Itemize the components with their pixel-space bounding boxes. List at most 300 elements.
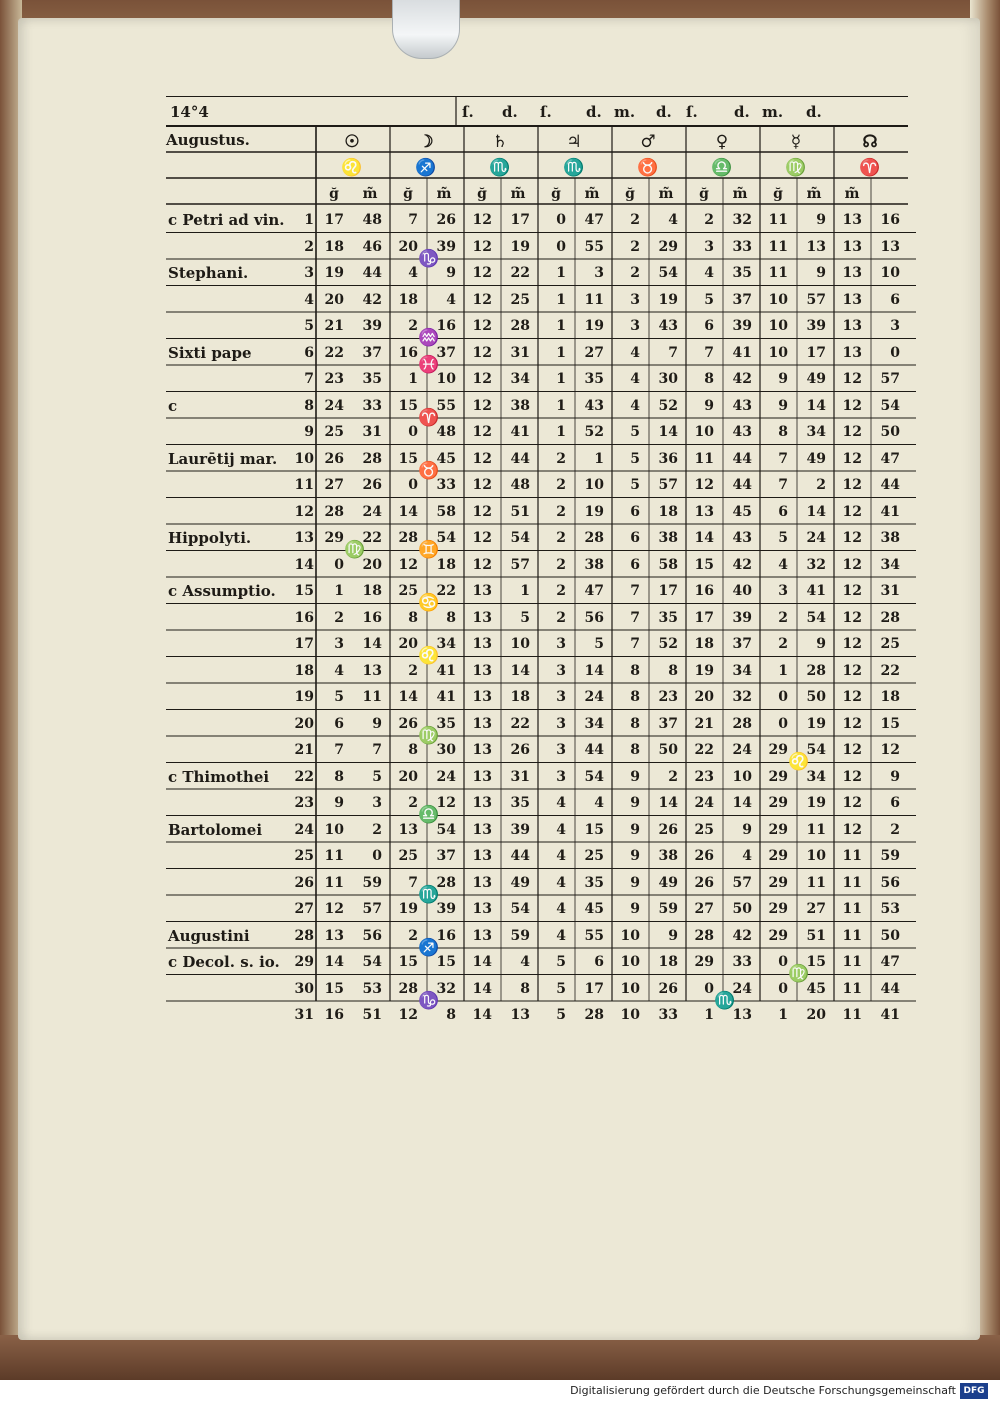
table-cell: 23 <box>658 689 678 705</box>
table-cell: 29 <box>768 742 788 758</box>
table-cell: 39 <box>362 318 382 334</box>
header-unit: d. <box>586 103 602 121</box>
table-cell: 3 <box>890 318 900 334</box>
table-cell: 13 <box>842 212 862 228</box>
table-cell: 45 <box>584 901 604 917</box>
table-cell: 13 <box>472 609 492 626</box>
table-cell: 14 <box>398 689 418 705</box>
table-cell: 52 <box>658 636 678 652</box>
table-cell: 41 <box>732 344 752 361</box>
table-cell: 8 <box>408 609 418 626</box>
table-cell: 51 <box>362 1007 382 1023</box>
table-cell: 20 <box>398 636 418 652</box>
table-cell: 42 <box>732 927 752 944</box>
table-cell: 4 <box>742 848 752 864</box>
table-cell: 9 <box>630 848 640 864</box>
table-cell: 2 <box>704 212 714 228</box>
table-cell: 13 <box>472 848 492 864</box>
table-cell: 6 <box>594 954 604 970</box>
table-cell: 11 <box>694 450 714 467</box>
table-cell: 11 <box>842 874 862 891</box>
table-cell: 0 <box>704 980 714 997</box>
table-cell: 33 <box>362 397 382 414</box>
table-cell: 56 <box>880 874 900 891</box>
feast-label: c Assumptio. <box>168 582 276 600</box>
subheader-8: ğ <box>625 186 635 202</box>
table-cell: 12 <box>842 636 862 652</box>
table-cell: 26 <box>658 821 678 838</box>
table-cell: 37 <box>436 344 456 361</box>
table-cell: 49 <box>658 874 678 891</box>
table-cell: 8 <box>630 662 640 679</box>
table-cell: 8 <box>446 1007 456 1023</box>
table-cell: 6 <box>630 556 640 573</box>
table-cell: 12 <box>842 371 862 387</box>
table-cell: 41 <box>510 424 530 440</box>
table-cell: 34 <box>732 662 752 679</box>
table-cell: 1 <box>408 371 418 387</box>
table-cell: 18 <box>658 503 678 520</box>
day-number: 31 <box>294 1007 314 1023</box>
table-cell: 32 <box>732 689 752 705</box>
table-cell: 20 <box>398 768 418 785</box>
table-cell: 1 <box>704 1007 714 1023</box>
table-cell: 41 <box>436 662 456 679</box>
table-cell: 44 <box>362 265 382 281</box>
day-number: 2 <box>304 238 314 255</box>
table-cell: 26 <box>658 980 678 997</box>
table-cell: 26 <box>398 715 418 732</box>
table-cell: 26 <box>694 848 714 864</box>
table-cell: 44 <box>510 450 530 467</box>
day-number: 25 <box>294 848 314 864</box>
table-cell: 38 <box>658 530 678 546</box>
table-cell: 19 <box>658 291 678 308</box>
table-cell: 22 <box>436 583 456 599</box>
day-number: 23 <box>294 795 314 811</box>
table-cell: 39 <box>510 821 530 838</box>
table-cell: 33 <box>436 477 456 493</box>
table-cell: 12 <box>472 477 492 493</box>
table-cell: 49 <box>806 371 826 387</box>
table-cell: 52 <box>584 424 604 440</box>
table-cell: 37 <box>658 715 678 732</box>
table-cell: 23 <box>324 371 344 387</box>
table-cell: 18 <box>694 636 714 652</box>
day-number: 24 <box>294 821 314 838</box>
table-cell: 59 <box>880 848 900 864</box>
table-cell: 41 <box>436 689 456 705</box>
table-cell: 31 <box>880 583 900 599</box>
table-cell: 7 <box>408 874 418 891</box>
table-cell: 43 <box>732 530 752 546</box>
table-cell: 33 <box>658 1007 678 1023</box>
table-cell: 7 <box>372 742 382 758</box>
table-cell: 1 <box>556 265 566 281</box>
table-cell: 16 <box>880 212 900 228</box>
table-cell: 12 <box>842 477 862 493</box>
table-cell: 2 <box>556 556 566 573</box>
table-cell: 16 <box>398 344 418 361</box>
table-cell: 13 <box>472 689 492 705</box>
table-cell: 16 <box>324 1007 344 1023</box>
sign-change-marker: ♍ <box>418 725 440 746</box>
table-cell: 9 <box>778 371 788 387</box>
table-cell: 9 <box>334 795 344 811</box>
day-number: 5 <box>304 318 314 334</box>
table-cell: 15 <box>584 821 604 838</box>
table-cell: 22 <box>324 344 344 361</box>
table-cell: 12 <box>842 662 862 679</box>
table-cell: 39 <box>732 318 752 334</box>
table-cell: 5 <box>630 450 640 467</box>
table-cell: 29 <box>768 795 788 811</box>
table-cell: 8 <box>630 715 640 732</box>
table-cell: 54 <box>510 530 530 546</box>
planet-symbol-0: ☉ <box>344 132 360 152</box>
table-cell: 1 <box>778 662 788 679</box>
table-cell: 22 <box>510 265 530 281</box>
day-number: 27 <box>294 901 314 917</box>
header-unit: d. <box>734 103 750 121</box>
table-cell: 13 <box>398 821 418 838</box>
table-cell: 29 <box>658 238 678 255</box>
planet-symbol-2: ♄ <box>492 132 508 152</box>
table-cell: 55 <box>584 927 604 944</box>
table-cell: 13 <box>472 636 492 652</box>
table-cell: 6 <box>630 503 640 520</box>
table-cell: 16 <box>436 927 456 944</box>
table-cell: 7 <box>778 450 788 467</box>
table-cell: 44 <box>584 742 604 758</box>
table-cell: 56 <box>362 927 382 944</box>
day-number: 18 <box>294 662 314 679</box>
table-cell: 12 <box>472 530 492 546</box>
table-cell: 0 <box>778 715 788 732</box>
feast-label: Hippolyti. <box>168 529 252 547</box>
table-cell: 11 <box>768 212 788 228</box>
planet-symbol-5: ♀ <box>715 132 729 152</box>
table-cell: 14 <box>658 424 678 440</box>
table-cell: 13 <box>842 265 862 281</box>
table-cell: 3 <box>334 636 344 652</box>
table-cell: 44 <box>880 980 900 997</box>
table-cell: 25 <box>324 424 344 440</box>
table-cell: 33 <box>732 954 752 970</box>
table-cell: 7 <box>704 344 714 361</box>
table-cell: 1 <box>556 344 566 361</box>
table-cell: 16 <box>694 583 714 599</box>
table-cell: 25 <box>398 583 418 599</box>
table-cell: 14 <box>806 503 826 520</box>
table-cell: 28 <box>510 318 530 334</box>
table-cell: 17 <box>584 980 604 997</box>
table-cell: 2 <box>556 477 566 493</box>
table-cell: 38 <box>510 397 530 414</box>
table-cell: 6 <box>704 318 714 334</box>
table-cell: 24 <box>436 768 456 785</box>
table-cell: 4 <box>668 212 678 228</box>
subheader-9: m̃ <box>658 186 674 202</box>
table-cell: 19 <box>324 265 344 281</box>
table-cell: 2 <box>816 477 826 493</box>
table-cell: 8 <box>446 609 456 626</box>
table-cell: 5 <box>556 954 566 970</box>
table-cell: 12 <box>436 795 456 811</box>
table-cell: 31 <box>362 424 382 440</box>
planet-sign-5: ♎ <box>711 158 733 178</box>
table-cell: 27 <box>324 477 344 493</box>
table-cell: 38 <box>880 530 900 546</box>
table-cell: 48 <box>510 477 530 493</box>
table-cell: 28 <box>362 450 382 467</box>
table-cell: 6 <box>778 503 788 520</box>
day-number: 6 <box>304 344 314 361</box>
table-cell: 34 <box>436 636 456 652</box>
table-cell: 9 <box>446 265 456 281</box>
table-cell: 5 <box>556 1007 566 1023</box>
subheader-7: m̃ <box>584 186 600 202</box>
table-cell: 47 <box>584 583 604 599</box>
table-cell: 12 <box>472 238 492 255</box>
table-cell: 17 <box>658 583 678 599</box>
table-cell: 5 <box>556 980 566 997</box>
table-cell: 17 <box>806 344 826 361</box>
table-cell: 29 <box>768 901 788 917</box>
table-cell: 5 <box>334 689 344 705</box>
day-number: 11 <box>294 477 314 493</box>
table-cell: 54 <box>658 265 678 281</box>
table-cell: 18 <box>398 291 418 308</box>
table-cell: 11 <box>842 1007 862 1023</box>
planet-symbol-4: ♂ <box>640 132 656 152</box>
table-cell: 12 <box>472 503 492 520</box>
table-cell: 17 <box>510 212 530 228</box>
header-unit: ſ. <box>540 103 552 121</box>
table-cell: 14 <box>398 503 418 520</box>
table-cell: 32 <box>806 556 826 573</box>
table-cell: 0 <box>408 424 418 440</box>
table-cell: 23 <box>694 768 714 785</box>
subheader-11: m̃ <box>732 186 748 202</box>
table-cell: 39 <box>732 609 752 626</box>
day-number: 10 <box>294 450 314 467</box>
table-cell: 12 <box>472 318 492 334</box>
day-number: 8 <box>304 397 314 414</box>
table-cell: 0 <box>334 556 344 573</box>
feast-label: Sixti pape <box>168 343 252 362</box>
table-cell: 14 <box>694 530 714 546</box>
table-cell: 4 <box>446 291 456 308</box>
table-cell: 3 <box>556 715 566 732</box>
table-cell: 22 <box>362 530 382 546</box>
table-cell: 12 <box>842 424 862 440</box>
table-cell: 12 <box>472 212 492 228</box>
day-number: 14 <box>294 556 314 573</box>
table-cell: 11 <box>842 980 862 997</box>
table-cell: 14 <box>362 636 382 652</box>
table-cell: 0 <box>556 238 566 255</box>
table-cell: 1 <box>556 291 566 308</box>
table-cell: 2 <box>556 450 566 467</box>
table-cell: 29 <box>768 768 788 785</box>
feast-label: c Petri ad vin. <box>168 211 285 229</box>
table-cell: 13 <box>472 742 492 758</box>
table-cell: 12 <box>842 795 862 811</box>
table-cell: 10 <box>510 636 530 652</box>
table-cell: 25 <box>510 291 530 308</box>
table-cell: 14 <box>472 954 492 970</box>
table-cell: 12 <box>842 742 862 758</box>
table-cell: 12 <box>472 556 492 573</box>
sign-change-marker: ♒ <box>418 328 440 348</box>
table-cell: 21 <box>694 715 714 732</box>
table-cell: 4 <box>556 848 566 864</box>
sign-change-marker: ♋ <box>418 593 440 613</box>
table-cell: 24 <box>362 503 382 520</box>
table-cell: 12 <box>842 503 862 520</box>
table-cell: 28 <box>398 530 418 546</box>
day-number: 12 <box>294 503 314 520</box>
table-cell: 13 <box>842 344 862 361</box>
table-cell: 46 <box>362 238 382 255</box>
table-cell: 25 <box>694 821 714 838</box>
table-cell: 2 <box>630 265 640 281</box>
table-cell: 9 <box>816 636 826 652</box>
table-cell: 5 <box>778 530 788 546</box>
table-cell: 28 <box>324 503 344 520</box>
table-cell: 13 <box>472 901 492 917</box>
table-cell: 18 <box>436 556 456 573</box>
table-cell: 18 <box>658 954 678 970</box>
table-cell: 26 <box>694 874 714 891</box>
day-number: 30 <box>294 980 314 997</box>
table-cell: 57 <box>880 371 900 387</box>
table-cell: 11 <box>806 874 826 891</box>
table-cell: 27 <box>806 901 826 917</box>
table-cell: 37 <box>436 848 456 864</box>
table-cell: 39 <box>806 318 826 334</box>
table-cell: 22 <box>694 742 714 758</box>
table-cell: 4 <box>408 265 418 281</box>
table-cell: 22 <box>880 662 900 679</box>
month-title: Augustus. <box>166 131 250 149</box>
table-cell: 55 <box>436 397 456 414</box>
table-cell: 15 <box>436 954 456 970</box>
table-cell: 14 <box>658 795 678 811</box>
table-cell: 57 <box>362 901 382 917</box>
table-cell: 3 <box>372 795 382 811</box>
table-cell: 26 <box>510 742 530 758</box>
feast-label: c <box>168 396 178 415</box>
table-cell: 59 <box>362 874 382 891</box>
day-number: 4 <box>304 291 314 308</box>
table-cell: 49 <box>510 874 530 891</box>
table-cell: 12 <box>842 821 862 838</box>
table-cell: 0 <box>372 848 382 864</box>
table-cell: 14 <box>472 980 492 997</box>
table-cell: 9 <box>742 821 752 838</box>
subheader-6: ğ <box>551 186 561 202</box>
table-cell: 34 <box>584 715 604 732</box>
table-cell: 3 <box>630 318 640 334</box>
table-cell: 14 <box>324 954 344 970</box>
table-cell: 8 <box>704 371 714 387</box>
table-cell: 50 <box>880 424 900 440</box>
table-cell: 11 <box>768 265 788 281</box>
page-clip <box>392 0 460 59</box>
planet-sign-0: ♌ <box>341 158 363 178</box>
table-cell: 43 <box>584 397 604 414</box>
table-cell: 8 <box>778 424 788 440</box>
table-cell: 28 <box>584 530 604 546</box>
table-cell: 48 <box>436 424 456 440</box>
sign-change-marker: ♍ <box>788 964 810 984</box>
table-cell: 39 <box>436 238 456 255</box>
table-cell: 44 <box>732 450 752 467</box>
table-cell: 29 <box>768 927 788 944</box>
table-cell: 9 <box>816 265 826 281</box>
subheader-5: m̃ <box>510 186 526 202</box>
table-cell: 13 <box>510 1007 530 1023</box>
table-cell: 9 <box>372 715 382 732</box>
table-cell: 3 <box>778 583 788 599</box>
subheader-14: m̃ <box>844 186 860 202</box>
table-cell: 28 <box>880 609 900 626</box>
day-number: 1 <box>304 212 314 228</box>
table-cell: 11 <box>806 821 826 838</box>
table-cell: 47 <box>880 954 900 970</box>
table-cell: 48 <box>362 212 382 228</box>
table-cell: 35 <box>732 265 752 281</box>
table-cell: 2 <box>890 821 900 838</box>
table-cell: 18 <box>880 689 900 705</box>
table-cell: 40 <box>732 583 752 599</box>
table-cell: 11 <box>768 238 788 255</box>
table-cell: 7 <box>630 583 640 599</box>
table-cell: 10 <box>694 424 714 440</box>
table-cell: 20 <box>362 556 382 573</box>
table-cell: 2 <box>556 609 566 626</box>
table-cell: 4 <box>630 397 640 414</box>
table-cell: 15 <box>398 450 418 467</box>
table-cell: 49 <box>806 450 826 467</box>
table-cell: 38 <box>584 556 604 573</box>
table-cell: 50 <box>732 901 752 917</box>
sign-change-marker: ♑ <box>418 248 440 269</box>
table-cell: 38 <box>658 848 678 864</box>
table-cell: 17 <box>324 212 344 228</box>
table-cell: 12 <box>694 477 714 493</box>
sign-change-marker: ♌ <box>418 646 440 666</box>
planet-sign-1: ♐ <box>415 158 437 178</box>
table-cell: 0 <box>778 980 788 997</box>
table-cell: 28 <box>694 927 714 944</box>
table-cell: 4 <box>630 344 640 361</box>
table-cell: 1 <box>556 371 566 387</box>
table-cell: 27 <box>694 901 714 917</box>
table-cell: 2 <box>556 583 566 599</box>
table-cell: 13 <box>472 821 492 838</box>
table-cell: 4 <box>556 874 566 891</box>
table-cell: 12 <box>472 450 492 467</box>
table-cell: 44 <box>880 477 900 493</box>
table-cell: 15 <box>324 980 344 997</box>
table-cell: 11 <box>584 291 604 308</box>
sign-change-marker: ♌ <box>788 752 810 772</box>
table-cell: 13 <box>324 927 344 944</box>
header-unit: d. <box>806 103 822 121</box>
